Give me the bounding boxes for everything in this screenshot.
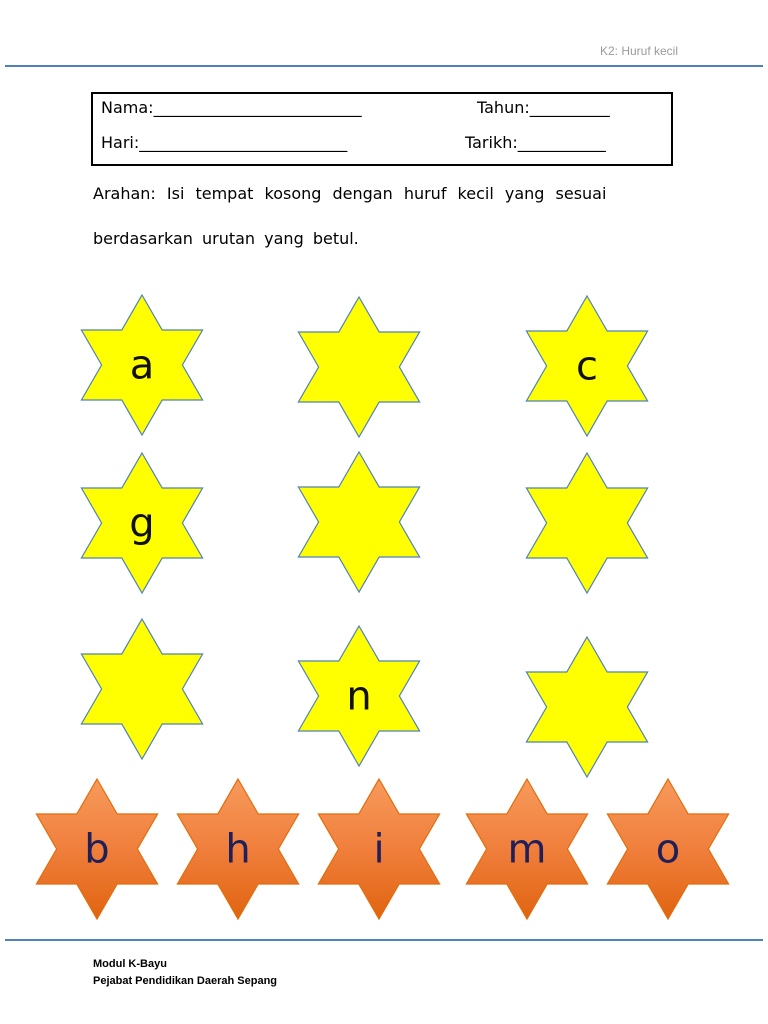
yellow-star-letter: c [576, 343, 598, 390]
orange-star-3 [318, 779, 439, 919]
hari-field[interactable]: __________________________ [139, 133, 348, 152]
orange-star-letter: m [507, 826, 547, 873]
instruction-line-2: berdasarkan urutan yang betul. [93, 229, 359, 248]
hari-label: Hari: [101, 133, 140, 152]
orange-star-letter: i [373, 826, 385, 873]
tahun-field[interactable]: __________ [529, 98, 610, 117]
yellow-star-6 [526, 453, 647, 593]
yellow-star-shape [81, 619, 202, 759]
yellow-star-9 [526, 637, 647, 777]
orange-star-5 [607, 779, 728, 919]
footer-rule [5, 939, 763, 941]
footer-module-name: Modul K-Bayu [93, 958, 167, 970]
orange-star-4 [466, 779, 587, 919]
yellow-star-5 [298, 452, 419, 592]
orange-star-1 [36, 779, 157, 919]
yellow-star-shape [526, 637, 647, 777]
yellow-star-letter: n [346, 673, 372, 720]
nama-label: Nama: [101, 98, 154, 117]
yellow-star-2 [298, 297, 419, 437]
yellow-star-shape [298, 297, 419, 437]
orange-star-letter: b [84, 826, 110, 873]
footer-office-name: Pejabat Pendidikan Daerah Sepang [93, 975, 278, 987]
yellow-star-7 [81, 619, 202, 759]
yellow-star-letter: g [129, 500, 155, 547]
tahun-label: Tahun: [477, 98, 530, 117]
orange-star-letter: h [225, 826, 251, 873]
orange-star-letter: o [655, 826, 681, 873]
yellow-star-shape [526, 453, 647, 593]
yellow-star-letter: a [129, 342, 155, 389]
instruction-line-1: Arahan: Isi tempat kosong dengan huruf kecil yang sesuai [93, 184, 607, 203]
module-code-header: K2: Huruf kecil [599, 44, 678, 58]
yellow-star-8 [298, 626, 419, 766]
yellow-star-3 [526, 296, 647, 436]
yellow-star-1 [81, 295, 202, 435]
orange-star-2 [177, 779, 298, 919]
yellow-star-4 [81, 453, 202, 593]
tarikh-field[interactable]: ___________ [517, 133, 606, 152]
tarikh-label: Tarikh: [465, 133, 518, 152]
nama-field[interactable]: __________________________ [153, 98, 362, 117]
yellow-star-shape [298, 452, 419, 592]
